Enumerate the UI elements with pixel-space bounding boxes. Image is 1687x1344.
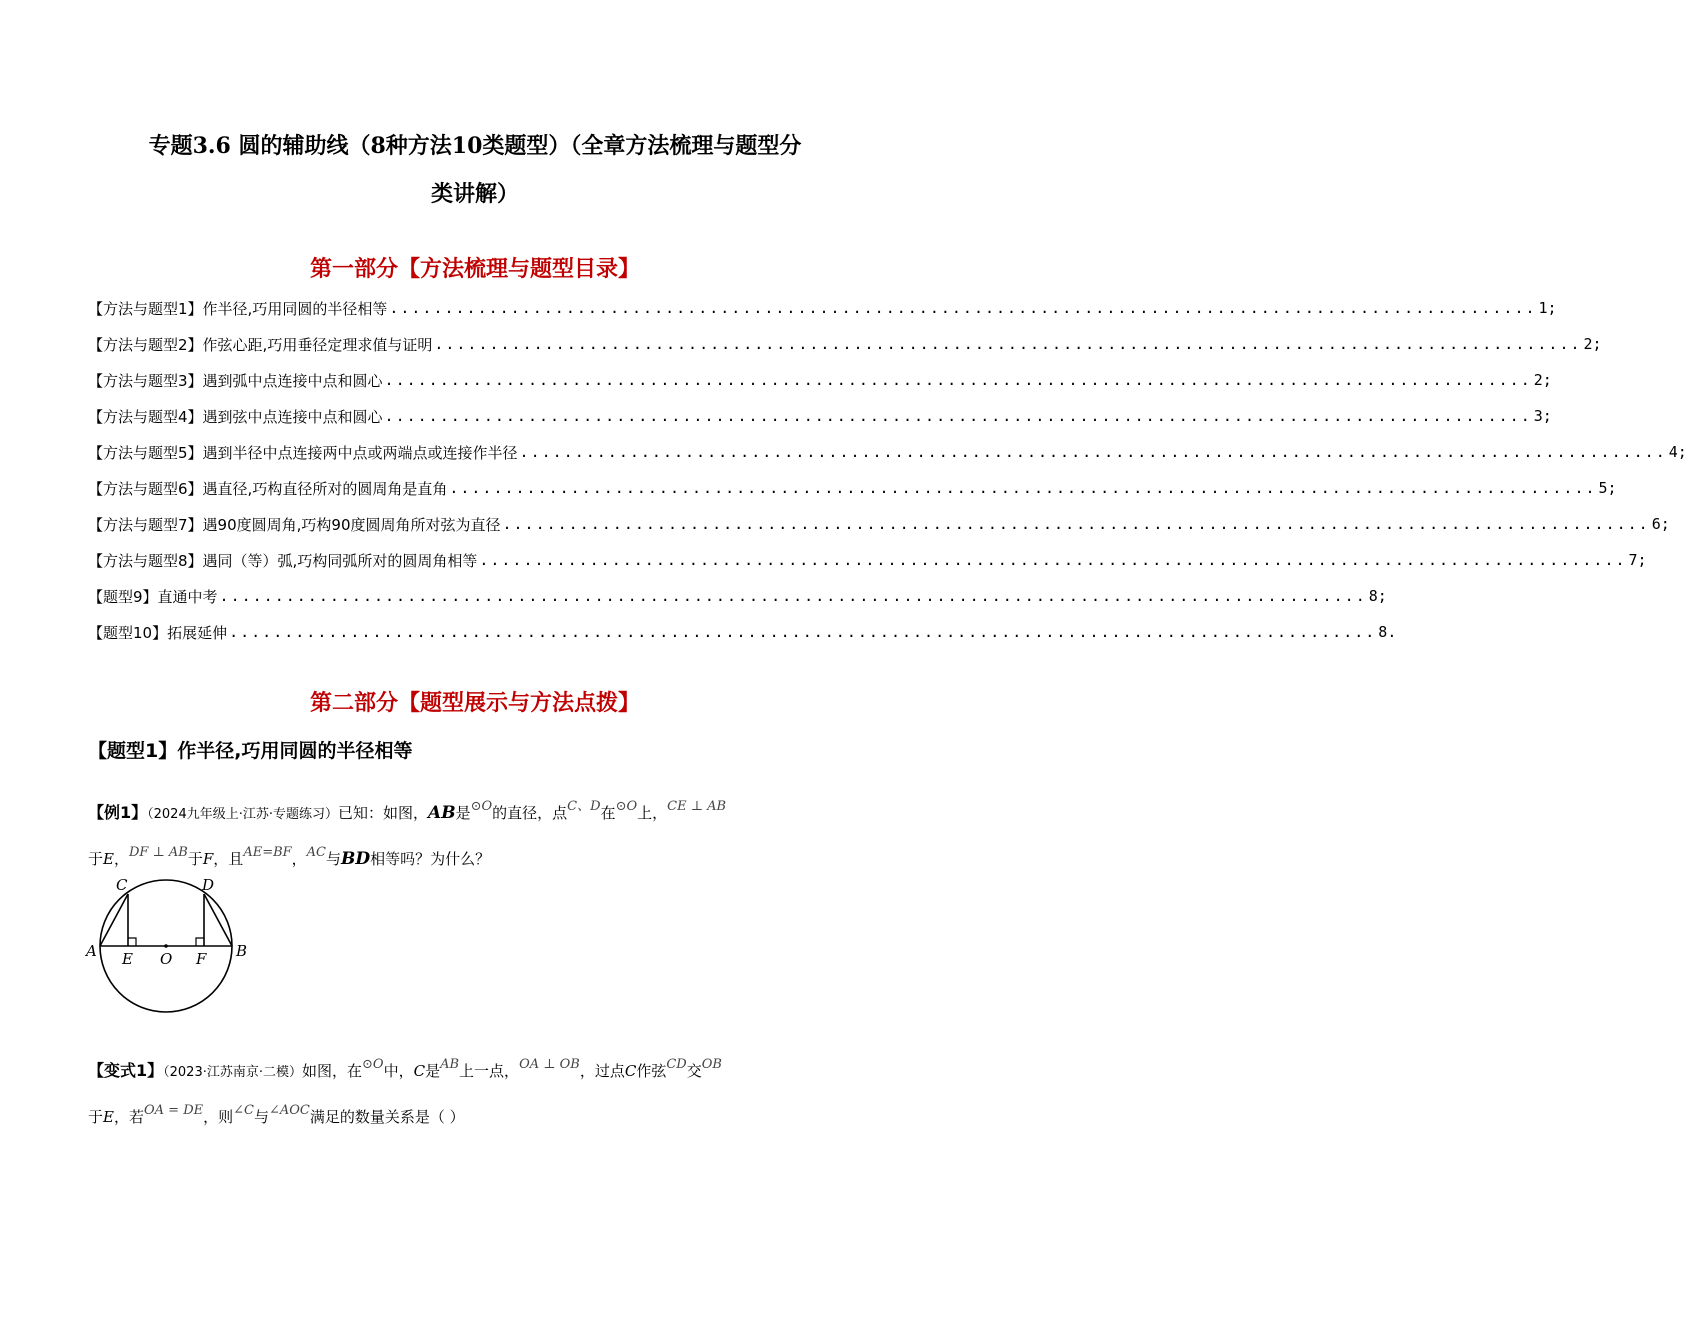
math-DF-perp-AB: DF ⊥ AB [128,845,188,860]
toc-item[interactable]: 【方法与题型8】遇同（等）弧,巧构同弧所对的圆周角相等 ........................................................................................................ 7; [88,551,1647,570]
toc-item[interactable]: 【方法与题型6】遇直径,巧构直径所对的圆周角是直角 ........................................................................................................ 5; [88,479,1617,498]
math-OB: OB [701,1057,722,1072]
variant1-line2: 于E，若OA = DE，则∠C与∠AOC满足的数量关系是（ ） [88,1103,465,1126]
math-CE-perp-AB: CE ⊥ AB [667,799,727,814]
toc-dots: ........................................................................................................ [434,335,1582,353]
math-arc-AB: AB [440,1057,460,1072]
title-line-1: 专题3.6 圆的辅助线（8种方法10类题型）（全章方法梳理与题型分 [148,133,802,159]
toc-item[interactable]: 【方法与题型7】遇90度圆周角,巧构90度圆周角所对弦为直径 ........................................................................................................ 6; [88,515,1670,534]
math-circle-O: ⊙O [615,799,638,814]
variant1-label: 【变式1】 [88,1061,164,1080]
math-C-D: C、D [567,799,601,814]
math-AC: AC [306,845,327,860]
circle-figure [84,876,254,1016]
part1-heading: 第一部分【方法梳理与题型目录】 [309,256,640,282]
variant1-source: （2023·江苏南京·二模） [163,1065,302,1080]
chord-AC [100,894,128,946]
toc-dots: ........................................................................................................ [479,551,1627,569]
label-B: B [236,942,248,960]
center-point-O [164,944,168,948]
table-of-contents [88,290,1687,650]
right-angle-mark-F [196,938,204,946]
document-title [80,122,870,218]
label-O: O [160,950,173,968]
math-circle-O: ⊙O [362,1057,384,1072]
toc-dots: ........................................................................................................ [384,407,1532,425]
part2-heading: 第二部分【题型展示与方法点拨】 [309,690,640,716]
example1-line2: 于E，DF ⊥ AB于F，且AE=BF，AC与BD相等吗？为什么？ [88,845,491,869]
section1-title: 【题型1】作半径,巧用同圆的半径相等 [88,740,413,762]
toc-dots: ........................................................................................................ [384,371,1532,389]
label-A: A [86,942,97,960]
toc-item[interactable]: 【方法与题型1】作半径,巧用同圆的半径相等 ........................................................................................................ 1; [88,299,1557,318]
label-C: C [116,876,128,894]
label-D: D [202,876,215,894]
math-angle-C: ∠C [233,1103,254,1118]
example1-source: （2024九年级上·江苏·专题练习） [147,807,338,822]
example1-label: 【例1】 [88,803,148,822]
toc-dots: ........................................................................................................ [519,443,1667,461]
math-BD: BD [341,849,371,869]
toc-dots: ........................................................................................................ [449,479,1597,497]
example1-line1: 【例1】（2024九年级上·江苏·专题练习）已知：如图，AB是⊙O的直径，点C、D在⊙O上，CE ⊥ AB [88,799,727,823]
math-AE-eq-BF: AE=BF [243,845,292,860]
toc-item[interactable]: 【方法与题型4】遇到弦中点连接中点和圆心 ........................................................................................................ 3; [88,407,1552,426]
toc-dots: ........................................................................................................ [219,587,1367,605]
label-F: F [196,950,207,968]
toc-item[interactable]: 【方法与题型5】遇到半径中点连接两中点或两端点或连接作半径 ........................................................................................................ 4; [88,443,1687,462]
toc-item[interactable]: 【题型9】直通中考 ........................................................................................................ 8; [88,587,1387,606]
variant1-line1: 【变式1】（2023·江苏南京·二模）如图，在⊙O中，C是AB上一点，OA ⊥ OB，过点C作弦CD交OB [88,1057,722,1080]
title-line-2: 类讲解） [430,181,519,207]
toc-dots: ........................................................................................................ [502,515,1650,533]
math-angle-AOC: ∠AOC [268,1103,310,1118]
toc-item[interactable]: 【题型10】拓展延伸 ........................................................................................................ 8. [88,623,1397,642]
math-OA-perp-OB: OA ⊥ OB [519,1057,580,1072]
math-OA-eq-DE: OA = DE [143,1103,204,1118]
math-circle-O: ⊙O [470,799,493,814]
label-E: E [122,950,133,968]
toc-dots: ........................................................................................................ [389,299,1537,317]
toc-item[interactable]: 【方法与题型3】遇到弧中点连接中点和圆心 ........................................................................................................ 2; [88,371,1552,390]
math-CD: CD [666,1057,687,1072]
toc-item[interactable]: 【方法与题型2】作弦心距,巧用垂径定理求值与证明 ........................................................................................................ 2; [88,335,1602,354]
chord-BD [204,894,232,946]
right-angle-mark-E [128,938,136,946]
toc-dots: ........................................................................................................ [229,623,1377,641]
math-AB: AB [428,803,456,823]
